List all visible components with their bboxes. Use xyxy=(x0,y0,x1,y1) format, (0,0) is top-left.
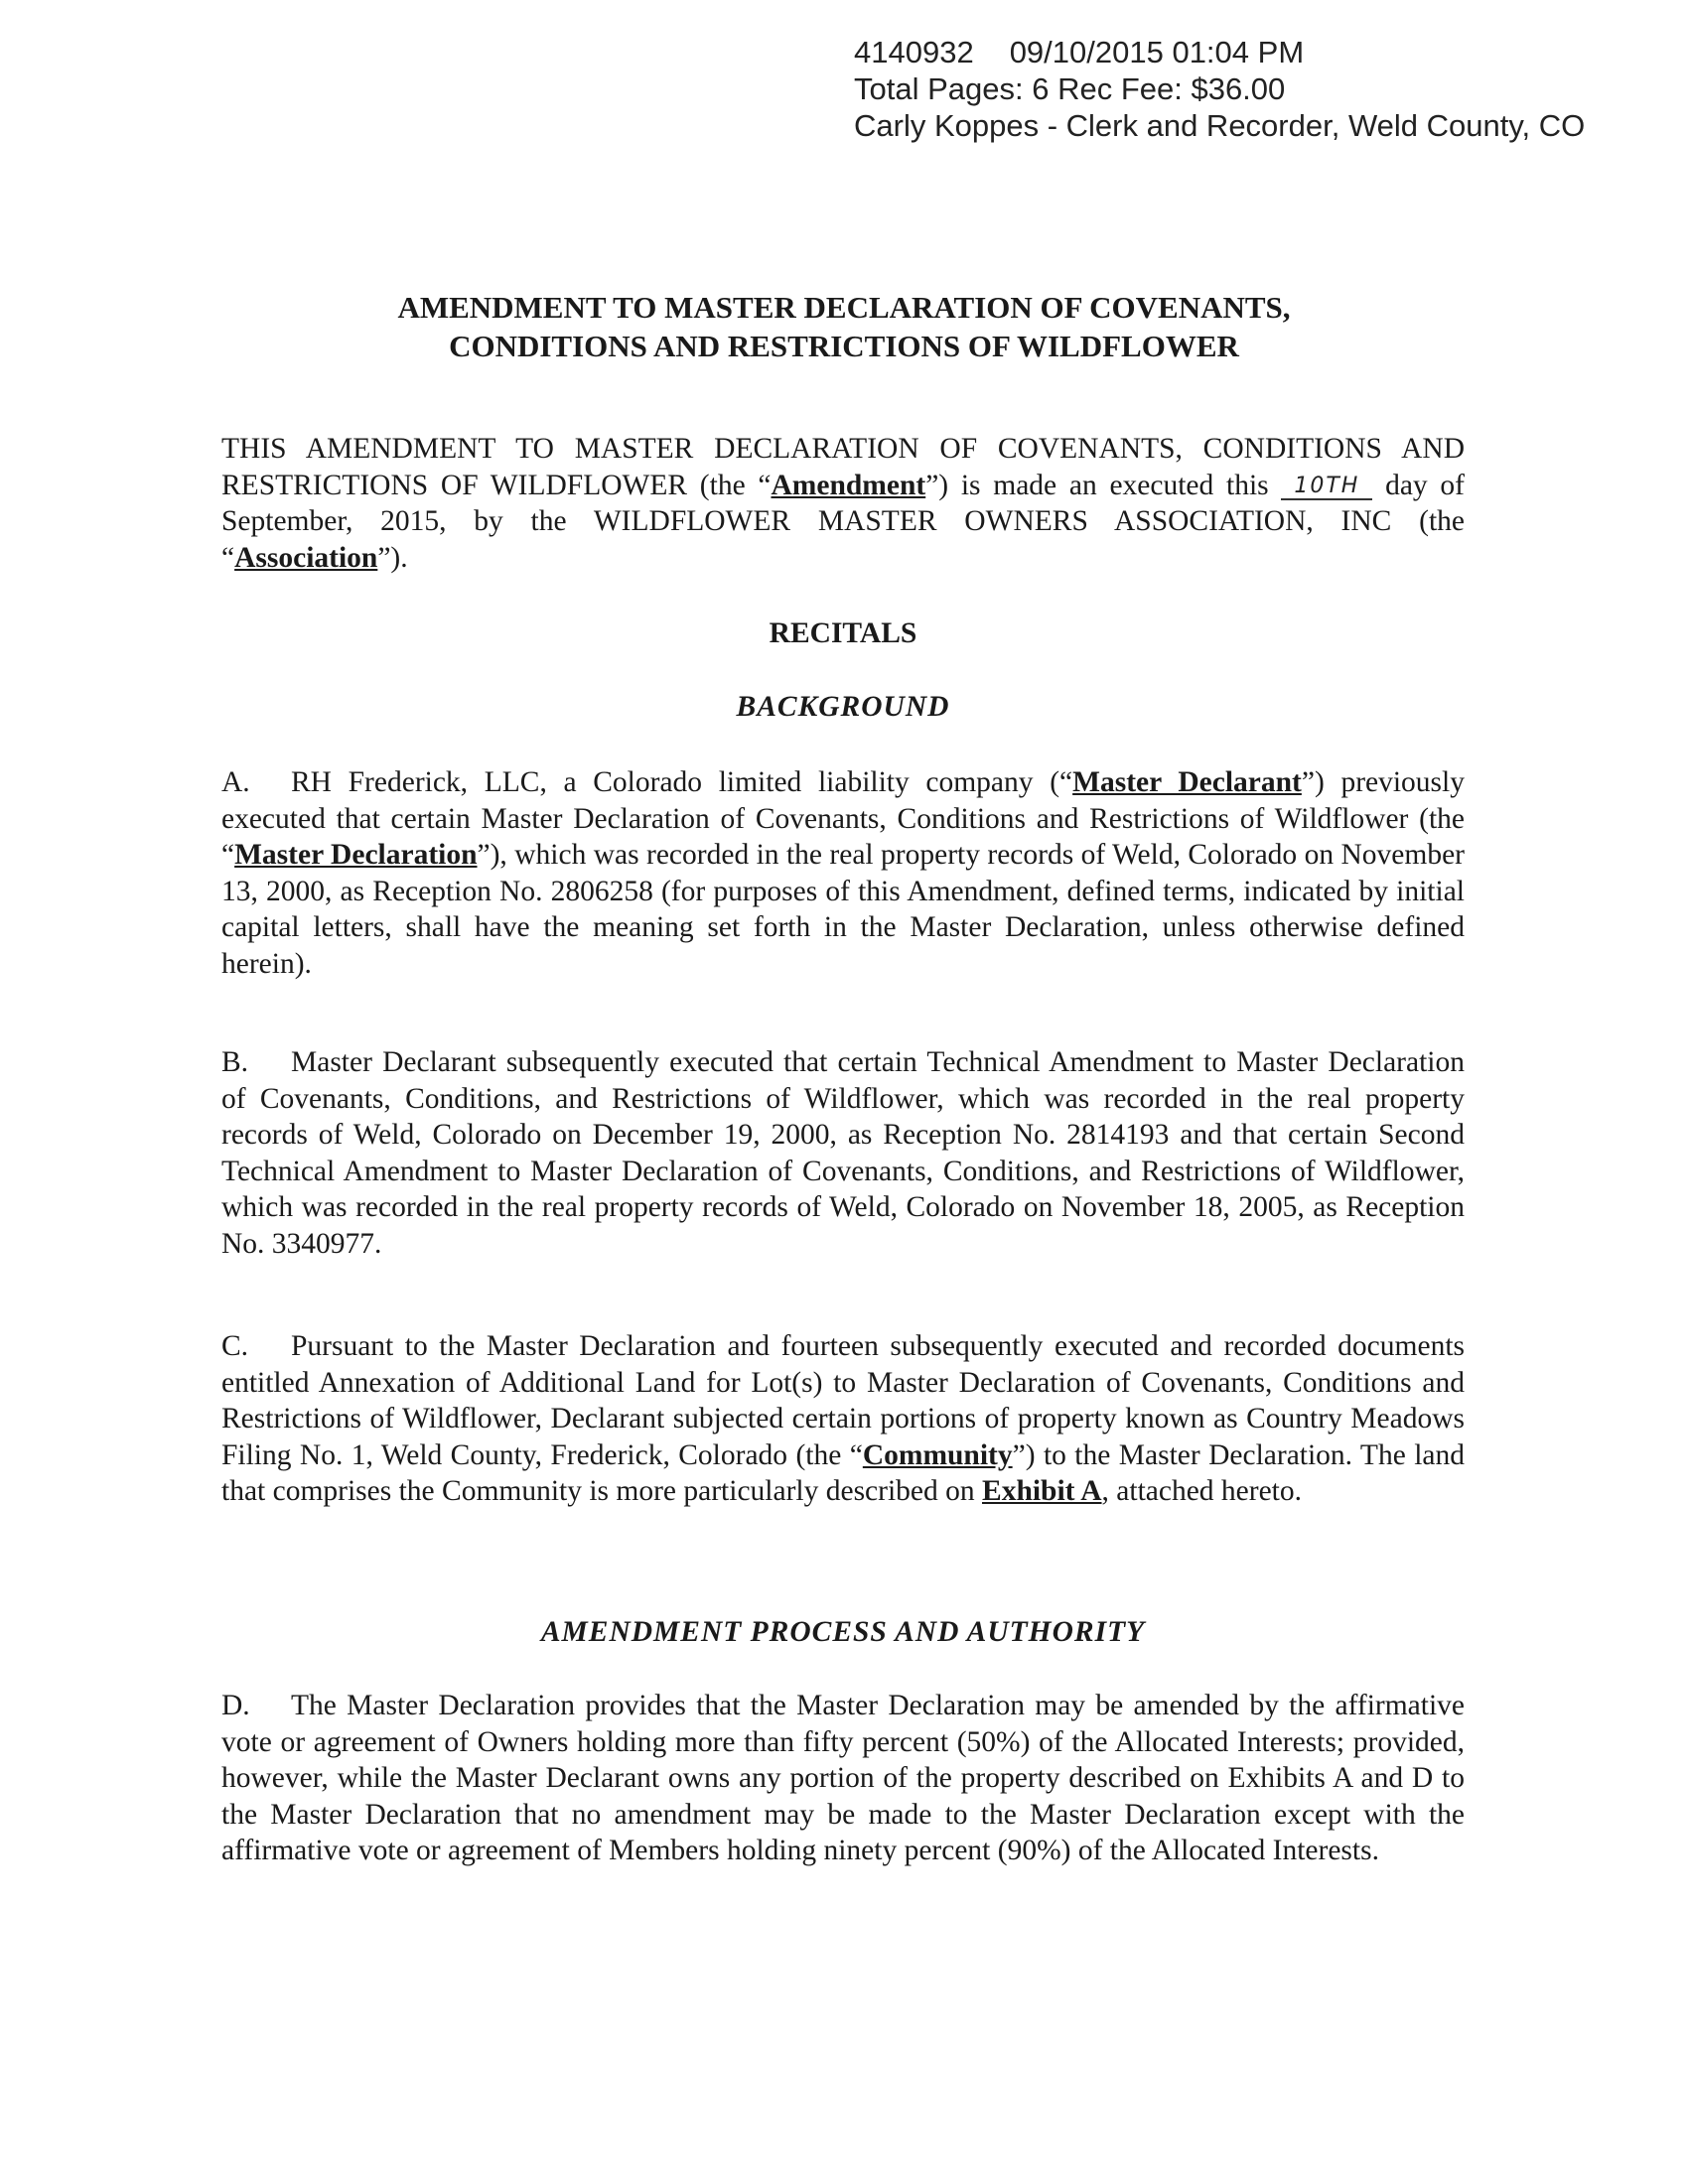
recording-date: 09/10/2015 01:04 PM xyxy=(1009,35,1305,69)
paragraph-b-text: Master Declarant subsequently executed that certain Technical Amendment to Master Declaration of Covenants, Conditions, and Restrictions of Wildflower, which was recorded in the real property records of Weld, Colorado on December 19, 2000, as Reception No. 2814193 and that certain Second Technical Amendment to Master Declaration of Covenants, Conditions, and Restrictions of Wildflower, which was recorded in the real property records of Weld, Colorado on November 18, 2005, as Reception No. 3340977. xyxy=(221,1046,1465,1260)
master-declaration-term: Master Declaration xyxy=(234,839,478,872)
paragraph-c-label: C. xyxy=(221,1330,249,1362)
paragraph-c-text-1: Pursuant to the Master Declaration and fourteen subsequently executed and recorded documents entitled Annexation of Additional Land for Lot(s) to Master Declaration of Covenants, Conditions and Restrictions of Wildflower, Declarant subjected certain portions of property known as Country Meadows Filing No. 1, Weld County, Frederick, Colorado (the “ xyxy=(221,1330,1465,1471)
document-title xyxy=(218,288,1470,365)
recording-stamp xyxy=(854,34,1585,144)
title-line-2: CONDITIONS AND RESTRICTIONS OF WILDFLOWER xyxy=(449,329,1239,363)
handwritten-day: 10TH xyxy=(1281,475,1372,500)
paragraph-d xyxy=(221,1688,1465,1869)
paragraph-d-label: D. xyxy=(221,1690,250,1721)
reception-number: 4140932 xyxy=(854,35,974,69)
intro-text-4: ”). xyxy=(377,541,408,574)
paragraph-b xyxy=(221,1044,1465,1263)
paragraph-b-label: B. xyxy=(221,1046,249,1078)
title-line-1: AMENDMENT TO MASTER DECLARATION OF COVENANTS, xyxy=(397,290,1291,325)
recording-stamp-line1 xyxy=(854,34,1585,70)
amendment-process-heading: AMENDMENT PROCESS AND AUTHORITY xyxy=(540,1616,1146,1648)
master-declarant-term: Master Declarant xyxy=(1072,766,1302,798)
intro-text-1: THIS AMENDMENT TO MASTER DECLARATION OF COVENANTS, CONDITIONS AND RESTRICTIONS OF WILDFLOWER (the “ xyxy=(221,433,1465,501)
community-term: Community xyxy=(862,1438,1013,1471)
recording-stamp-line3: Carly Koppes - Clerk and Recorder, Weld County, CO xyxy=(854,108,1586,143)
background-heading: BACKGROUND xyxy=(736,691,950,723)
paragraph-a-text-3: ”), which was recorded in the real property records of Weld, Colorado on November 13, 2000, as Reception No. 2806258 (for purposes of this Amendment, defined terms, indicated by initial capital letters, shall have the meaning set forth in the Master Declaration, unless otherwise defined herein). xyxy=(221,839,1465,980)
paragraph-c-text-3: , attached hereto. xyxy=(1101,1475,1303,1508)
paragraph-c-text-2: ”) to the Master Declaration. The land that comprises the Community is more particularly described on xyxy=(221,1438,1466,1508)
exhibit-a-reference: Exhibit A xyxy=(982,1475,1102,1508)
intro-text-2: ”) is made an executed this xyxy=(925,469,1282,501)
paragraph-a-label: A. xyxy=(221,766,250,798)
recording-stamp-line2: Total Pages: 6 Rec Fee: $36.00 xyxy=(854,71,1286,106)
paragraph-a-text-2: ”) previously executed that certain Master Declaration of Covenants, Conditions and Restrictions of Wildflower (the “ xyxy=(221,766,1465,872)
intro-paragraph xyxy=(221,431,1465,576)
intro-text-3: day of September, 2015, by the WILDFLOWER MASTER OWNERS ASSOCIATION, INC (the “ xyxy=(221,469,1465,574)
recitals-heading: RECITALS xyxy=(769,617,917,649)
association-term: Association xyxy=(234,541,378,574)
paragraph-a-text-1: RH Frederick, LLC, a Colorado limited liability company (“ xyxy=(291,766,1073,798)
paragraph-d-text: The Master Declaration provides that the Master Declaration may be amended by the affirmative vote or agreement of Owners holding more than fifty percent (50%) of the Allocated Interests; provided, however, while the Master Declarant owns any portion of the property described on Exhibits A and D to the Master Declaration that no amendment may be made to the Master Declaration except with the affirmative vote or agreement of Members holding ninety percent (90%) of the Allocated Interests. xyxy=(221,1690,1465,1867)
paragraph-a xyxy=(221,764,1465,983)
paragraph-c xyxy=(221,1328,1465,1510)
amendment-term: Amendment xyxy=(771,469,926,501)
